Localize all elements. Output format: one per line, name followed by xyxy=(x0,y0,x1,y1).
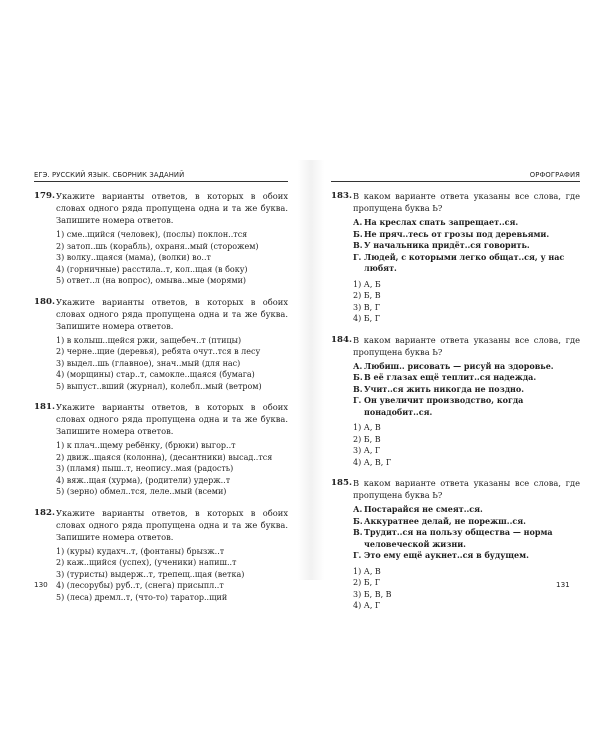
list-item xyxy=(353,516,580,528)
list-item: 3) выдел..шь (главное), знач..мый (для нас) xyxy=(56,358,241,368)
sentence-letter: А. xyxy=(353,360,363,371)
list-item xyxy=(353,229,580,241)
list-item: 1) А, В xyxy=(353,566,381,576)
list-item: 5) выпуст..вший (журнал), колебл..мый (ветром) xyxy=(56,381,262,391)
answer-list xyxy=(331,566,580,612)
sentence-letter: В. xyxy=(353,383,363,394)
list-item: 2) Б, Г xyxy=(353,578,381,587)
task-180 xyxy=(34,296,288,393)
task-question: В каком варианте ответа указаны все слова, где пропущена буква Ь? xyxy=(353,191,580,213)
sentence-list xyxy=(331,217,580,275)
list-item: 3) волку..щаяся (мама), (волки) во..т xyxy=(56,253,211,262)
task-185 xyxy=(331,477,580,612)
sentence-list xyxy=(331,504,580,562)
sentence-letter: В. xyxy=(353,527,363,537)
sentence-letter: Б. xyxy=(353,372,363,382)
list-item: 3) (пламя) пыш..т, неопису..мая (радость) xyxy=(56,464,234,473)
sentence-letter: Г. xyxy=(353,395,362,405)
list-item: 2) каж..щийся (успех), (ученики) напиш..т xyxy=(56,558,237,567)
list-item: 2) Б, В xyxy=(353,434,381,444)
task-question: Укажите варианты ответов, в которых в обоих словах одного ряда пропущена одна и та же буква. Запишите номера ответов. xyxy=(56,191,288,225)
list-item: 1) к плач..щему ребёнку, (брюки) выгор..т xyxy=(56,441,236,450)
task-number: 180. xyxy=(34,296,55,307)
task-question: В каком варианте ответа указаны все слова, где пропущена буква Ь? xyxy=(353,478,580,500)
left-running-head xyxy=(34,168,288,182)
list-item xyxy=(353,217,580,229)
task-182 xyxy=(34,507,288,604)
option-list xyxy=(34,335,288,393)
list-item: 4) (морщины) стар..т, самокле..щаяся (бумага) xyxy=(56,370,255,379)
sentence-text: Аккуратнее делай, не порежш..ся. xyxy=(364,515,526,526)
list-item xyxy=(353,240,580,252)
sentence-text: Людей, с которыми легко общат..ся, у нас любят. xyxy=(364,251,565,273)
task-number: 184. xyxy=(331,334,352,345)
task-number: 183. xyxy=(331,191,352,201)
left-page-number: 130 xyxy=(34,580,48,589)
list-item xyxy=(353,527,580,550)
right-page xyxy=(331,168,580,621)
task-question: Укажите варианты ответов, в которых в обоих словах одного ряда пропущена одна и та же буква. Запишите номера ответов. xyxy=(56,402,288,436)
list-item: 4) А, Г xyxy=(353,601,381,610)
list-item: 5) (зерно) обмел..тся, леле..мый (всеми) xyxy=(56,487,227,496)
sentence-letter: А. xyxy=(353,217,363,227)
answer-list xyxy=(331,422,580,468)
list-item xyxy=(353,395,580,418)
list-item xyxy=(353,384,580,396)
sentence-letter: Г. xyxy=(353,550,362,560)
option-list xyxy=(34,440,288,498)
sentence-text: На креслах спать запрещает..ся. xyxy=(364,217,519,227)
list-item: 4) (горничные) расстила..т, кол..щая (в боку) xyxy=(56,264,248,274)
sentence-text: Не пряч..тесь от грозы под деревьями. xyxy=(364,228,550,239)
task-question: Укажите варианты ответов, в которых в обоих словах одного ряда пропущена одна и та же буква. Запишите номера ответов. xyxy=(56,507,288,542)
list-item: 2) затоп..шь (корабль), охраня..мый (сторожем) xyxy=(56,241,259,251)
list-item: 5) ответ..л (на вопрос), омыва..мые (морями) xyxy=(56,276,247,285)
sentence-letter: Б. xyxy=(353,228,363,239)
list-item xyxy=(353,361,580,373)
sentence-text: Это ему ещё аукнет..ся в будущем. xyxy=(364,550,529,560)
list-item: 2) движ..щаяся (колонна), (десантники) высад..тся xyxy=(56,452,273,462)
task-184 xyxy=(331,334,580,469)
task-179 xyxy=(34,190,288,287)
list-item: 1) в колыш..щейся ржи, защебеч..т (птицы) xyxy=(56,335,242,345)
task-number: 181. xyxy=(34,402,55,412)
sentence-text: Учит..ся жить никогда не поздно. xyxy=(364,383,524,394)
option-list xyxy=(34,229,288,287)
answer-list xyxy=(331,279,580,325)
option-list xyxy=(34,546,288,604)
list-item: 1) А, Б xyxy=(353,279,381,289)
list-item: 3) В, Г xyxy=(353,302,381,312)
sentence-text: У начальника придёт..ся говорить. xyxy=(364,240,530,250)
task-183 xyxy=(331,190,580,325)
list-item xyxy=(353,252,580,275)
list-item: 1) (куры) кудахч..т, (фонтаны) брызж..т xyxy=(56,546,225,556)
sentence-list xyxy=(331,361,580,419)
task-number: 182. xyxy=(34,507,55,518)
list-item: 1) А, В xyxy=(353,423,381,432)
task-question: В каком варианте ответа указаны все слова, где пропущена буква Ь? xyxy=(353,334,580,357)
left-page xyxy=(34,168,288,612)
list-item: 1) сме..щийся (человек), (послы) поклон..тся xyxy=(56,230,248,239)
list-item: 4) Б, Г xyxy=(353,314,381,323)
list-item xyxy=(353,372,580,384)
list-item: 2) черне..щие (деревья), ребята очут..тся в лесу xyxy=(56,347,261,356)
list-item: 3) Б, В, В xyxy=(353,589,392,599)
right-running-head-text: ОРФОГРАФИЯ xyxy=(529,171,580,179)
sentence-text: Он увеличит производство, когда понадобит..ся. xyxy=(364,395,524,417)
left-running-head-text: ЕГЭ. РУССКИЙ ЯЗЫК. СБОРНИК ЗАДАНИЙ xyxy=(34,171,185,179)
list-item xyxy=(353,504,580,516)
right-page-number: 131 xyxy=(556,580,570,589)
list-item: 3) (туристы) выдерж..т, трепещ..щая (ветка) xyxy=(56,569,245,579)
sentence-text: В её глазах ещё теплит..ся надежда. xyxy=(364,372,537,382)
task-question: Укажите варианты ответов, в которых в обоих словах одного ряда пропущена одна и та же буква. Запишите номера ответов. xyxy=(56,296,288,331)
task-number: 179. xyxy=(34,191,55,201)
task-number: 185. xyxy=(331,478,352,488)
sentence-text: Трудит..ся на пользу общества — норма человеческой жизни. xyxy=(364,527,553,549)
sentence-letter: Г. xyxy=(353,251,362,262)
right-running-head xyxy=(331,168,580,182)
sentence-text: Любиш.. рисовать — рисуй на здоровье. xyxy=(364,360,554,371)
list-item xyxy=(353,550,580,562)
sentence-letter: Б. xyxy=(353,515,363,526)
list-item: 4) А, В, Г xyxy=(353,457,392,467)
sentence-letter: А. xyxy=(353,504,363,514)
list-item: 2) Б, В xyxy=(353,291,381,300)
task-181 xyxy=(34,401,288,498)
list-item: 4) вяж..щая (хурма), (родители) удерж..т xyxy=(56,475,231,485)
sentence-text: Постарайся не смеят..ся. xyxy=(364,504,483,514)
list-item: 4) (лесорубы) руб..т, (снега) присыпл..т xyxy=(56,581,224,590)
sentence-letter: В. xyxy=(353,240,363,250)
list-item: 5) (леса) дремл..т, (что-то) таратор..щий xyxy=(56,592,228,602)
list-item: 3) А, Г xyxy=(353,446,381,455)
book-gutter xyxy=(298,160,324,580)
